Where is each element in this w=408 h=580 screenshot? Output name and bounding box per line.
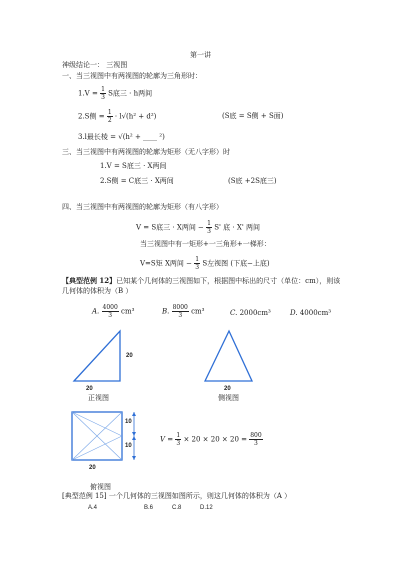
example15-option-d: D.12 (200, 505, 213, 511)
section1-formula2-note: (S底 = S侧 + S面) (222, 112, 284, 120)
top-view-width-label: 20 (89, 465, 96, 471)
section4-formula2: 当三视图中有一矩形+一三角形+一梯形： (140, 240, 271, 248)
section4-heading: 四、当三视图中有两视图的轮廓为矩形（有八字形） (62, 203, 223, 211)
dim-arrow-3 (132, 436, 136, 440)
example15-option-c: C.8 (172, 505, 182, 511)
section3-formula2-note: (S底 +2S底三) (228, 177, 277, 185)
section3-heading: 三、当三视图中有两视图的轮廓为矩形（无八字形）时 (62, 148, 230, 156)
dim-arrow-2 (132, 432, 136, 436)
side-view-caption: 侧视图 (218, 394, 239, 402)
dim-arrow-1 (132, 412, 136, 416)
subtitle: 神级结论一： 三视图 (62, 61, 128, 69)
front-view-triangle (74, 331, 120, 381)
top-view-caption: 俯视图 (90, 483, 111, 491)
side-view-triangle (205, 331, 252, 381)
section4-formula3: V=S矩 X两间 − $\frac{1}{3}$ S左视图 (下底−上底) (140, 256, 270, 271)
section1-formula1: 1.V = $\frac{1}{3}$ S底三 · h两间 (78, 86, 153, 101)
section1-heading: 一、当三视图中有两视图的轮廓为三角形时： (62, 72, 202, 80)
option-a: A. $\frac{4000}{3}$ cm³ (92, 304, 135, 319)
section1-formula3: 3.l最长棱 = √(h² + ____ ²) (78, 133, 165, 141)
front-view-width-label: 20 (86, 386, 93, 392)
example12-question: 【典型范例 12】已知某个几何体的三视图如下，根据图中标出的尺寸（单位：cm），则该 (62, 276, 341, 285)
option-d: D. 4000cm³ (290, 309, 332, 317)
example15-option-b: B.6 (144, 505, 154, 511)
front-view-caption: 正视图 (88, 394, 109, 402)
top-view-diag-1 (72, 412, 122, 436)
section4-formula1: V = S底三 · X两间 − $\frac{1}{3}$ S' 底 · X' 两间 (136, 220, 260, 235)
front-view-height-label: 20 (126, 353, 133, 359)
section3-formula1: 1.V = S底三 · X两间 (100, 162, 167, 170)
example15-option-a: A.4 (88, 505, 98, 511)
page-title: 第一讲 (190, 51, 211, 59)
top-view-dim-b: 10 (125, 443, 132, 449)
section1-formula2: 2.S侧 = $\frac{1}{2}$ · l√(h² + d²) (78, 109, 157, 124)
top-view-diag-2 (72, 436, 122, 460)
option-b: B. $\frac{8000}{3}$ cm³ (162, 304, 205, 319)
volume-formula: V = $\frac{1}{3}$ × 20 × 20 × 20 = $\frac{800}{3}$ (160, 432, 262, 447)
example12-question-line2: 几何体的体积为（B ） (62, 287, 133, 295)
option-c: C. 2000cm³ (230, 309, 271, 317)
top-view-dim-a: 10 (125, 419, 132, 425)
dim-arrow-4 (132, 456, 136, 460)
side-view-width-label: 20 (224, 386, 231, 392)
section3-formula2: 2.S侧 = C底三 · X两间 (100, 177, 174, 185)
example15-question: [典型范例 15] 一个几何体的三视图如图所示，则这几何体的体积为（A ） (62, 492, 292, 500)
